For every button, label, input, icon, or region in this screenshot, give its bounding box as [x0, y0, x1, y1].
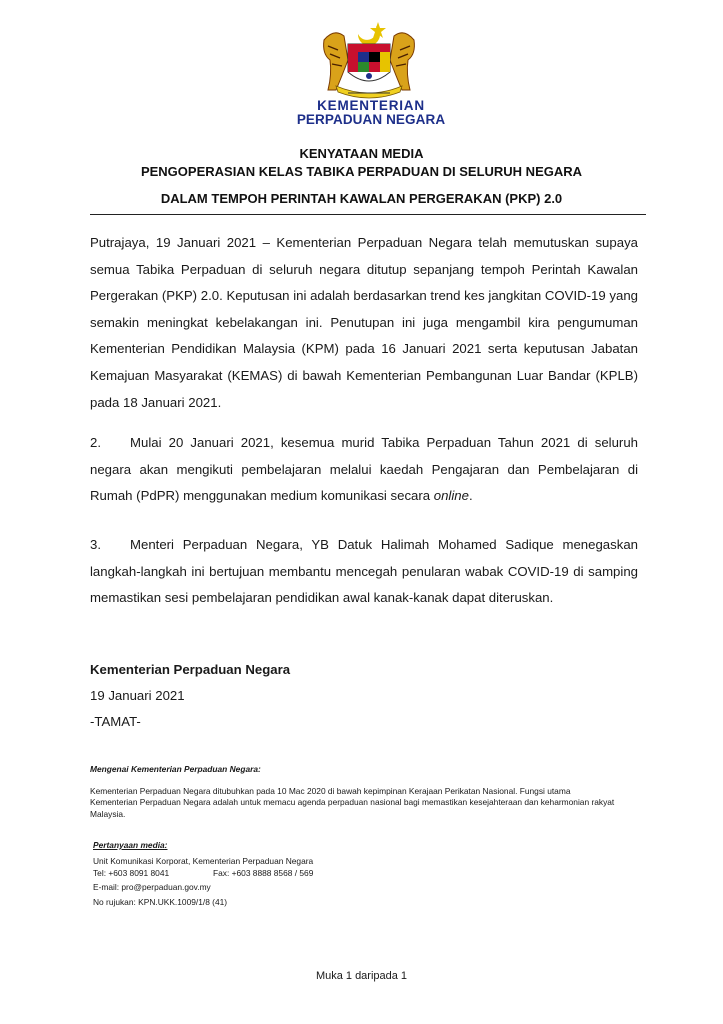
media-phone-fax: [93, 868, 314, 878]
paragraph-3-number: 3.: [90, 537, 101, 552]
logo-line1: KEMENTERIAN: [317, 98, 425, 113]
media-unit: Unit Komunikasi Korporat, Kementerian Perpaduan Negara: [93, 856, 314, 866]
paragraph-2-end: .: [468, 488, 473, 504]
end-marker: -TAMAT-: [90, 714, 141, 729]
title-divider: [90, 214, 646, 215]
paragraph-3-text: Menteri Perpaduan Negara, YB Datuk Halimah Mohamed Sadique menegaskan langkah-langkah ini bertujuan membantu mencegah penularan wabak COVID-19 di samping memastikan sesi pembelajaran pendidikan awal kanak-kanak dapat diteruskan.: [90, 537, 638, 606]
media-fax: Fax: +603 8888 8568 / 569: [213, 868, 314, 878]
paragraph-2-italic: online: [433, 488, 469, 504]
media-contact-heading: Pertanyaan media:: [93, 840, 168, 850]
paragraph-2-text: Mulai 20 Januari 2021, kesemua murid Tabika Perpaduan Tahun 2021 di seluruh negara akan mengikuti pembelajaran melalui kaedah Pengajaran dan Pembelajaran di Rumah (PdPR) menggunakan medium komunikasi secara: [90, 435, 638, 504]
paragraph-3: [90, 532, 638, 612]
press-label: KENYATAAN MEDIA: [299, 146, 424, 161]
media-email: E-mail: pro@perpaduan.gov.my: [93, 882, 211, 892]
document-title: PENGOPERASIAN KELAS TABIKA PERPADUAN DI SELURUH NEGARA: [140, 164, 583, 179]
ministry-logo-text: [294, 99, 448, 127]
signature-date: 19 Januari 2021: [90, 688, 185, 703]
paragraph-2: [90, 430, 638, 510]
paragraph-2-number: 2.: [90, 435, 101, 450]
page-number: Muka 1 daripada 1: [315, 970, 408, 982]
about-text: Kementerian Perpaduan Negara ditubuhkan pada 10 Mac 2020 di bawah kepimpinan Kerajaan Perikatan Nasional. Fungsi utama Kementerian Perpaduan Negara adalah untuk memacu agenda perpaduan nasional bagi memastikan kesejahteraan dan keharmonian rakyat Malaysia.: [90, 786, 615, 819]
paragraph-1: Putrajaya, 19 Januari 2021 – Kementerian Perpaduan Negara telah memutuskan supaya semua Tabika Perpaduan di seluruh negara ditutup sepanjang tempoh Perintah Kawalan Pergerakan (PKP) 2.0. Keputusan ini adalah berdasarkan trend kes jangkitan COVID-19 yang semakin meningkat kebelakangan ini. Penutupan ini juga mengambil kira pengumuman Kementerian Pendidikan Malaysia (KPM) pada 16 Januari 2021 serta keputusan Jabatan Kemajuan Masyarakat (KEMAS) di bawah Kementerian Pembangunan Luar Bandar (KPLB) pada 18 Januari 2021.: [90, 235, 638, 410]
document-subtitle: DALAM TEMPOH PERINTAH KAWALAN PERGERAKAN (PKP) 2.0: [160, 191, 563, 206]
signature-organisation: Kementerian Perpaduan Negara: [90, 662, 291, 677]
about-heading: Mengenai Kementerian Perpaduan Negara:: [90, 764, 261, 774]
logo-line2: PERPADUAN NEGARA: [296, 112, 446, 127]
media-reference: No rujukan: KPN.UKK.1009/1/8 (41): [93, 897, 228, 907]
media-tel: Tel: +603 8091 8041: [93, 868, 170, 878]
malaysia-coat-of-arms-icon: [318, 20, 420, 100]
